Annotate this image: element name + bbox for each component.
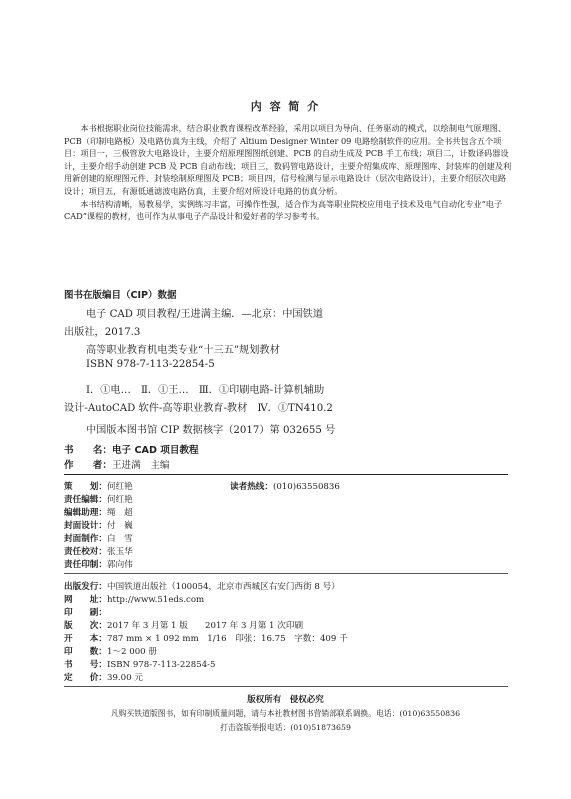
publication-row (64, 593, 204, 605)
cip-line: 出版社，2017.3 (64, 327, 141, 338)
cip-line: 设计-AutoCAD 软件-高等职业教育-教材 Ⅳ．①TN410.2 (64, 403, 333, 414)
editor-key: 责任编辑： (64, 495, 107, 505)
book-author-value: 王进满 主编 (111, 460, 170, 471)
summary-body (64, 122, 514, 223)
editor-key: 责任校对： (64, 547, 107, 557)
editor-value: 张玉华 (106, 547, 133, 557)
book-author-row (64, 457, 170, 471)
cip-line: Ⅰ．①电… Ⅱ．①王… Ⅲ．①印刷电路-计算机辅助 (86, 385, 325, 396)
editor-row (64, 519, 133, 531)
cip-heading: 图书在版编目（CIP）数据 (64, 290, 177, 301)
summary-title: 内 容 简 介 (250, 100, 321, 113)
publication-row (64, 658, 216, 670)
publication-row (64, 580, 340, 592)
hotline-key: 读者热线： (230, 482, 273, 492)
publication-row (64, 645, 157, 657)
cip-line: 高等职业教育机电类专业“十三五”规划教材 (86, 345, 280, 356)
publication-value: 787 mm × 1 092 mm 1/16 印张：16.75 字数：409 千 (106, 634, 348, 644)
book-title-key: 书 名： (64, 445, 112, 456)
publication-key: 印 刷： (64, 608, 107, 618)
editor-row (64, 545, 133, 557)
publication-row (64, 606, 107, 618)
editor-row (64, 493, 133, 505)
publication-key: 网 址： (64, 595, 107, 605)
book-title-value: 电子 CAD 项目教程 (111, 445, 199, 456)
editor-key: 封面设计： (64, 521, 107, 531)
editor-row (64, 506, 133, 518)
editor-key: 责任印制： (64, 560, 107, 570)
publication-row (64, 671, 143, 683)
planner-value: 何红艳 (106, 482, 133, 492)
summary-paragraph: 本书结构清晰，易教易学，实例练习丰富，可操作性强，适合作为高等职业院校应用电子技术及电气自动化专业“电子 CAD”课程的教材，也可作为从事电子产品设计和爱好者的学习参考书。 (64, 198, 503, 222)
publication-key: 出版发行： (64, 582, 107, 592)
divider (64, 686, 508, 687)
hotline-row (230, 480, 340, 492)
editor-value: 何红艳 (106, 495, 133, 505)
book-title-row (64, 442, 199, 456)
cip-line: 中国版本图书馆 CIP 数据核字（2017）第 032655 号 (86, 425, 336, 436)
cip-line: ISBN 978-7-113-22854-5 (86, 359, 215, 370)
publication-value: 1～2 000 册 (106, 647, 157, 657)
summary-paragraph: 本书根据职业岗位技能需求，结合职业教育课程改革经验，采用以项目为导向、任务驱动的模式，以绘制电气原理图、PCB（印制电路板）及电路仿真为主线，介绍了 Altium Designer Winter 09 电路绘制软件的应用。全书共包含五个项目：项目一，三极管放大电路设计，主要介绍原理图图纸创建、PCB 的自动生成及 PCB 手工布线；项目二，计数译码器设计，主要介绍手动创建 PCB 及 PCB 自动布线；项目三，数码管电路设计，主要介绍集成库、原理图库、封装库的创建及利用新创建的原理图元件、封装绘制原理图及 PCB；项目四，信号检测与显示电路设计（层次电路设计），主要介绍层次电路设计；项目五，有源低通滤波电路仿真，主要介绍对所设计电路的仿真分析。 (64, 123, 512, 196)
publication-value: 中国铁道出版社（100054，北京市西城区右安门西街 8 号） (106, 582, 340, 592)
editor-value: 白 雪 (106, 534, 133, 544)
copyright-notice: 凡购买铁道版图书，如有印制质量问题，请与本社教材图书营销部联系调换。电话：(010)63550836 (110, 709, 461, 718)
divider (64, 474, 508, 475)
editor-key: 封面制作： (64, 534, 107, 544)
publication-value: 39.00 元 (106, 673, 143, 683)
publication-row (64, 619, 303, 631)
editor-value: 郭向伟 (106, 560, 133, 570)
publication-value: ISBN 978-7-113-22854-5 (106, 660, 216, 670)
cip-line: 电子 CAD 项目教程/王进满主编．—北京：中国铁道 (86, 309, 323, 320)
book-author-key: 作 者： (64, 460, 112, 471)
hotline-value: (010)63550836 (272, 482, 340, 492)
planner-key: 策 划： (64, 482, 107, 492)
publication-key: 定 价： (64, 673, 107, 683)
publication-row (64, 632, 348, 644)
planner-row (64, 480, 133, 492)
divider (64, 573, 508, 574)
publication-key: 书 号： (64, 660, 107, 670)
publication-value: http://www.51eds.com (106, 595, 205, 605)
editor-row (64, 532, 133, 544)
publication-key: 开 本： (64, 634, 107, 644)
piracy-hotline: 打击盗版举报电话：(010)51873659 (220, 723, 351, 732)
publication-key: 版 次： (64, 621, 107, 631)
editor-key: 编辑助理： (64, 508, 107, 518)
copyright-heading: 版权所有 侵权必究 (247, 695, 324, 705)
publication-value: 2017 年 3 月第 1 版 2017 年 3 月第 1 次印刷 (106, 621, 304, 631)
editor-value: 绳 超 (106, 508, 133, 518)
editor-row (64, 558, 133, 570)
editor-value: 付 巍 (106, 521, 133, 531)
publication-key: 印 数： (64, 647, 107, 657)
